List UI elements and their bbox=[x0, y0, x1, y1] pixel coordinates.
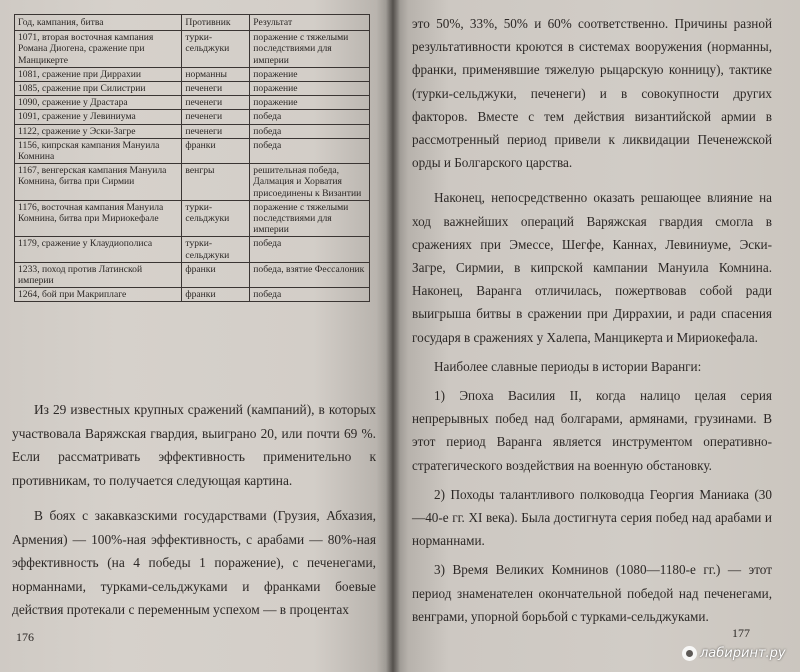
cell-result: решительная победа, Далмация и Хорватия присоединены к Византии bbox=[250, 164, 370, 201]
cell-result: поражение bbox=[250, 67, 370, 81]
page-number-left: 176 bbox=[16, 630, 34, 644]
cell-enemy: франки bbox=[182, 138, 250, 163]
table-row bbox=[15, 288, 370, 302]
cell-result: поражение bbox=[250, 96, 370, 110]
cell-enemy: печенеги bbox=[182, 82, 250, 96]
cell-enemy: турки-сельджуки bbox=[182, 200, 250, 237]
table-row bbox=[15, 67, 370, 81]
cell-enemy: франки bbox=[182, 262, 250, 287]
cell-battle: 1091, сражение у Левиниума bbox=[15, 110, 182, 124]
battles-table bbox=[14, 14, 370, 302]
cell-battle: 1085, сражение при Силистрии bbox=[15, 82, 182, 96]
header-enemy: Противник bbox=[182, 15, 250, 31]
header-battle: Год, кампания, битва bbox=[15, 15, 182, 31]
cell-enemy: печенеги bbox=[182, 124, 250, 138]
book-gutter bbox=[386, 0, 400, 672]
table-row bbox=[15, 164, 370, 201]
cell-battle: 1122, сражение у Эски-Загре bbox=[15, 124, 182, 138]
table-body bbox=[15, 31, 370, 302]
table-row bbox=[15, 96, 370, 110]
cell-battle: 1071, вторая восточная кампания Романа Диогена, сражение при Манцикерте bbox=[15, 31, 182, 68]
right-paragraph: Наиболее славные периоды в истории Варанги: bbox=[434, 358, 702, 374]
left-body-text bbox=[12, 398, 376, 622]
table-row bbox=[15, 82, 370, 96]
right-body-text bbox=[412, 12, 772, 628]
table-row bbox=[15, 110, 370, 124]
cell-battle: 1156, кипрская кампания Мануила Комнина bbox=[15, 138, 182, 163]
cell-battle: 1233, поход против Латинской империи bbox=[15, 262, 182, 287]
table-row bbox=[15, 262, 370, 287]
left-paragraph: В боях с закавказскими государствами (Грузия, Абхазия, Армения) — 100%-ная эффективность, с арабами — 80%-ная эффективность (на 4 победы 1 поражение), с печенегами, норманнами, турками-сельджуками и франками боевые действия протекали с переменным успехом — в процентах bbox=[12, 508, 376, 617]
cell-battle: 1090, сражение у Драстара bbox=[15, 96, 182, 110]
watermark-logo bbox=[682, 646, 786, 661]
cell-result: поражение с тяжелыми последствиями для империи bbox=[250, 31, 370, 68]
cell-battle: 1264, бой при Макриплаге bbox=[15, 288, 182, 302]
watermark-text: лабиринт.ру bbox=[700, 646, 786, 661]
table-header-row bbox=[15, 15, 370, 31]
left-paragraph: Из 29 известных крупных сражений (кампаний), в которых участвовала Варяжская гвардия, выиграно 20, или почти 69 %. Если рассматривать эффективность применительно к противникам, то получается следующая картина. bbox=[12, 402, 376, 488]
right-paragraph: 1) Эпоха Василия II, когда налицо целая серия непрерывных побед над болгарами, армянами, грузинами. В этот период Варанга является инструментом оперативно-стратегического воздействия на военную обстановку. bbox=[412, 388, 772, 473]
cell-enemy: венгры bbox=[182, 164, 250, 201]
cell-result: победа, взятие Фессалоник bbox=[250, 262, 370, 287]
right-paragraph: это 50%, 33%, 50% и 60% соответственно. Причины разной результативности кроются в системах вооружения (норманны, франки, применявшие тяжелую рыцарскую конницу), тактике (турки-сельджуки, печенеги) и в совокупности других факторов. Вместе с тем действия византийской армии в рассмотренный период привели к ликвидации Печенежской орды и Болгарского царства. bbox=[412, 16, 772, 171]
cell-result: победа bbox=[250, 110, 370, 124]
right-paragraph: Наконец, непосредственно оказать решающее влияние на ход важнейших операций Варяжская гвардия смогла в сражениях при Эмессе, Шегфе, Каннах, Левиниуме, Эски-Загре, Сирмии, в кипрской кампании Мануила Комнина. Наконец, Варанга отличилась, пожертвовав собой ради выигрыша битвы в сражении при Диррахии, и ради спасения государя в сражениях у Халепа, Манцикерта и Мириокефала. bbox=[412, 190, 772, 345]
page-number-right: 177 bbox=[732, 626, 750, 640]
cell-battle: 1081, сражение при Диррахии bbox=[15, 67, 182, 81]
table-row bbox=[15, 124, 370, 138]
cell-enemy: печенеги bbox=[182, 96, 250, 110]
table-row bbox=[15, 237, 370, 262]
table-row bbox=[15, 31, 370, 68]
table-row bbox=[15, 200, 370, 237]
cell-result: победа bbox=[250, 124, 370, 138]
left-page bbox=[0, 0, 392, 672]
cell-battle: 1167, венгерская кампания Мануила Комнина, битва при Сирмии bbox=[15, 164, 182, 201]
cell-enemy: турки-сельджуки bbox=[182, 237, 250, 262]
cell-result: победа bbox=[250, 237, 370, 262]
cell-result: победа bbox=[250, 288, 370, 302]
cell-result: поражение с тяжелыми последствиями для империи bbox=[250, 200, 370, 237]
right-paragraph: 3) Время Великих Комнинов (1080—1180-е гг.) — этот период знаменателен окончательной победой над печенегами, венграми, упорной борьбой с турками-сельджуками. bbox=[412, 562, 772, 624]
cell-enemy: норманны bbox=[182, 67, 250, 81]
table-row bbox=[15, 138, 370, 163]
cell-enemy: турки-сельджуки bbox=[182, 31, 250, 68]
header-result: Результат bbox=[250, 15, 370, 31]
labirint-logo-icon bbox=[682, 646, 697, 661]
cell-battle: 1179, сражение у Клаудиополиса bbox=[15, 237, 182, 262]
right-paragraph: 2) Походы талантливого полководца Георгия Маниака (30—40-е гг. XI века). Была достигнута серия побед над арабами и норманнами. bbox=[412, 486, 772, 549]
cell-result: победа bbox=[250, 138, 370, 163]
cell-enemy: франки bbox=[182, 288, 250, 302]
cell-result: поражение bbox=[250, 82, 370, 96]
cell-battle: 1176, восточная кампания Мануила Комнина, битва при Мириокефале bbox=[15, 200, 182, 237]
cell-enemy: печенеги bbox=[182, 110, 250, 124]
